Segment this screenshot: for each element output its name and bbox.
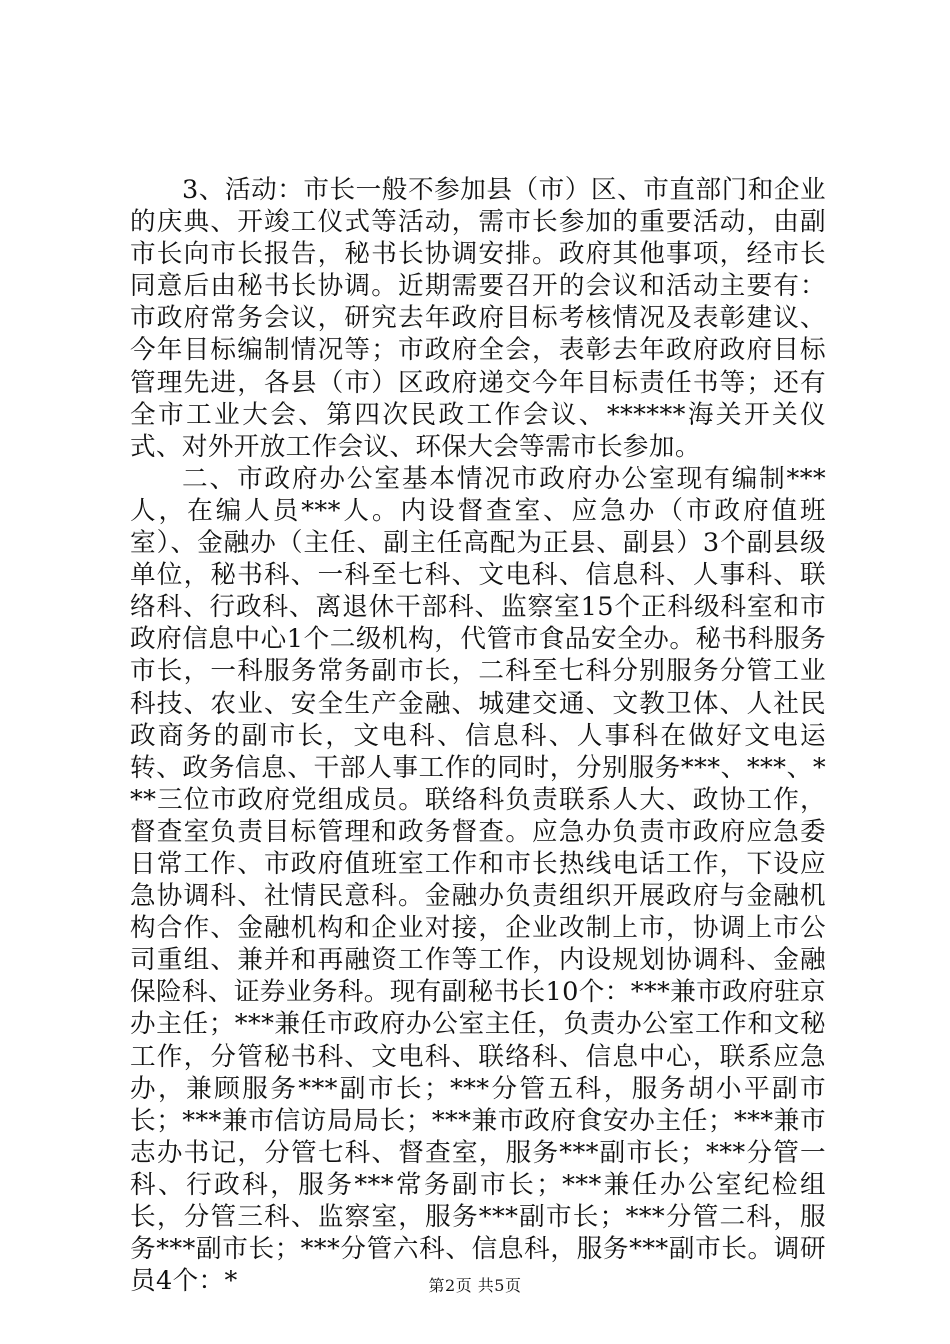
paragraph-activities: 3、活动：市长一般不参加县（市）区、市直部门和企业的庆典、开竣工仪式等活动，需市长参加的重要活动，由副市长向市长报告，秘书长协调安排。政府其他事项，经市长同意后由秘书长协调。近期需要召开的会议和活动主要有：市政府常务会议，研究去年政府目标考核情况及表彰建议、今年目标编制情况等；市政府全会，表彰去年政府政府目标管理先进，各县（市）区政府递交今年目标责任书等；还有全市工业大会、第四次民政工作会议、******海关开关仪式、对外开放工作会议、环保大会等需市长参加。 [130,175,826,462]
paragraph-office-overview: 二、市政府办公室基本情况市政府办公室现有编制***人，在编人员***人。内设督查室、应急办（市政府值班室）、金融办（主任、副主任高配为正县、副县）3个副县级单位，秘书科、一科至七科、文电科、信息科、人事科、联络科、行政科、离退休干部科、监察室15个正科级科室和市政府信息中心1个二级机构，代管市食品安全办。秘书科服务市长，一科服务常务副市长，二科至七科分别服务分管工业科技、农业、安全生产金融、城建交通、文教卫体、人社民政商务的副市长，文电科、信息科、人事科在做好文电运转、政务信息、干部人事工作的同时，分别服务***、***、***三位市政府党组成员。联络科负责联系人大、政协工作，督查室负责目标管理和政务督查。应急办负责市政府应急委日常工作、市政府值班室工作和市长热线电话工作，下设应急协调科、社情民意科。金融办负责组织开展政府与金融机构合作、金融机构和企业对接，企业改制上市，协调上市公司重组、兼并和再融资工作等工作，内设规划协调科、金融保险科、证券业务科。现有副秘书长10个：***兼市政府驻京办主任；***兼任市政府办公室主任，负责办公室工作和文秘工作，分管秘书科、文电科、联络科、信息中心，联系应急办，兼顾服务***副市长；***分管五科，服务胡小平副市长；***兼市信访局局长；***兼市政府食安办主任；***兼市志办书记，分管七科、督查室，服务***副市长；***分管一科、行政科，服务***常务副市长；***兼任办公室纪检组长，分管三科、监察室，服务***副市长；***分管二科，服务***副市长；***分管六科、信息科，服务***副市长。调研员4个：* [130,463,826,1297]
page-footer: 第2页 共5页 [428,1276,522,1295]
document-body [130,174,826,1297]
